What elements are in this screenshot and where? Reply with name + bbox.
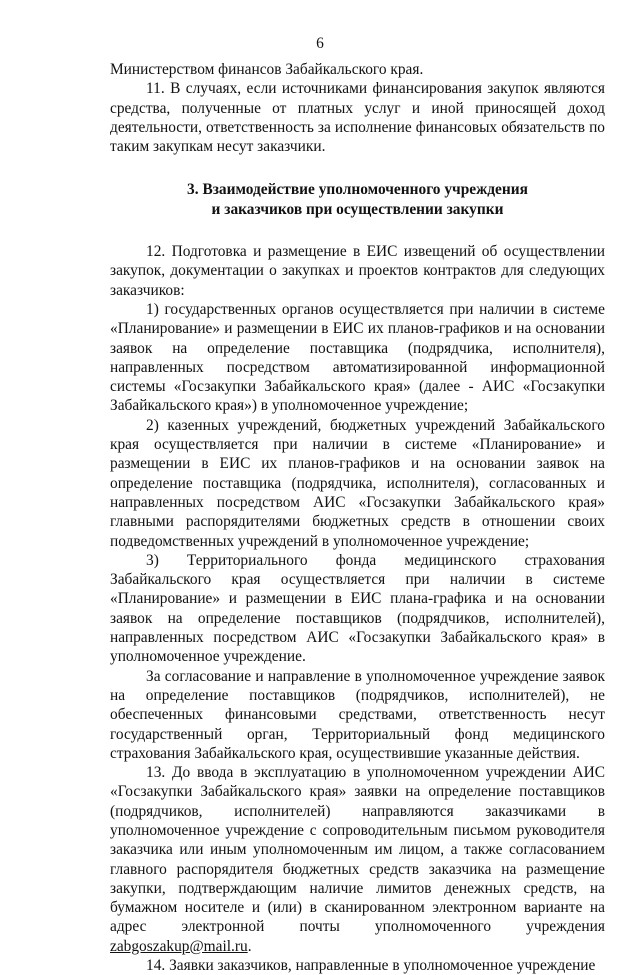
section-heading-line-2: и заказчиков при осуществлении закупки [211,200,504,218]
paragraph-14: 14. Заявки заказчиков, направленные в уполномоченное учреждение [146,957,596,975]
paragraph-12-item-3: 3) Территориального фонда медицинского страхования Забайкальского края осуществляется при наличии в системе «Планирование» и размещении в ЕИС плана-графика и на основании заявок на определение поставщиков (подрядчиков, исполнителей), направленных посредством АИС «Госзакупки Забайкальского края» в уполномоченное учреждение. [110,551,605,666]
paragraph-12: 12. Подготовка и размещение в ЕИС извещений об осуществлении закупок, документации о закупках и проектов контрактов для следующих заказчиков: [110,243,605,299]
paragraph-11: 11. В случаях, если источниками финансирования закупок являются средства, полученные от платных услуг и иной приносящей доход деятельности, ответственность за исполнение финансовых обязательств по таким закупкам несут заказчики. [110,80,605,156]
paragraph-12-item-2: 2) казенных учреждений, бюджетных учреждений Забайкальского края осуществляется при наличии в системе «Планирование» и размещении в ЕИС их планов-графиков и на основании заявок на определение поставщика (подрядчика, исполнителя), согласованных и направленных посредством АИС «Госзакупки Забайкальского края» главными распорядителями бюджетных средств в отношении своих подведомственных учреждений в уполномоченное учреждение; [110,416,605,550]
paragraph-12-item-1: 1) государственных органов осуществляется при наличии в системе «Планирование» и размещении в ЕИС их планов-графиков и на основании заявок на определение поставщика (подрядчика, исполнителя), направленных посредством автоматизированной информационной системы «Госзакупки Забайкальского края» (далее - АИС «Госзакупки Забайкальского края») в уполномоченное учреждение; [110,300,605,415]
page-number: 6 [316,35,324,52]
paragraph-continuation: Министерством финансов Забайкальского края. [110,61,424,78]
email-link[interactable]: zabgoszakup@mail.ru [110,937,248,955]
section-heading-line-1: 3. Взаимодействие уполномоченного учреждения [187,181,528,199]
paragraph-13-end: . [247,937,252,955]
paragraph-13 [110,763,605,956]
section-heading [110,180,605,219]
paragraph-responsibility: За согласование и направление в уполномоченное учреждение заявок на определение поставщиков (подрядчиков, исполнителей), не обеспеченных финансовыми средствами, ответственность несут государственный орган, Территориальный фонд медицинского страхования Забайкальского края, осуществившие указанные действия. [110,667,605,762]
paragraph-13-text: 13. До ввода в эксплуатацию в уполномоченном учреждении АИС «Госзакупки Забайкальского края» заявки на определение поставщиков (подрядчиков, исполнителей) направляются заказчиками в уполномоченное учреждение с сопроводительным письмом руководителя заказчика или иным уполномоченным им лицом, а также согласованием главного распорядителя бюджетных средств заказчика на размещение закупки, подтверждающим наличие лимитов денежных средств, на бумажном носителе и (или) в сканированном электронном варианте на адрес электронной почты уполномоченного учреждения [110,764,605,936]
document-body [110,60,605,975]
